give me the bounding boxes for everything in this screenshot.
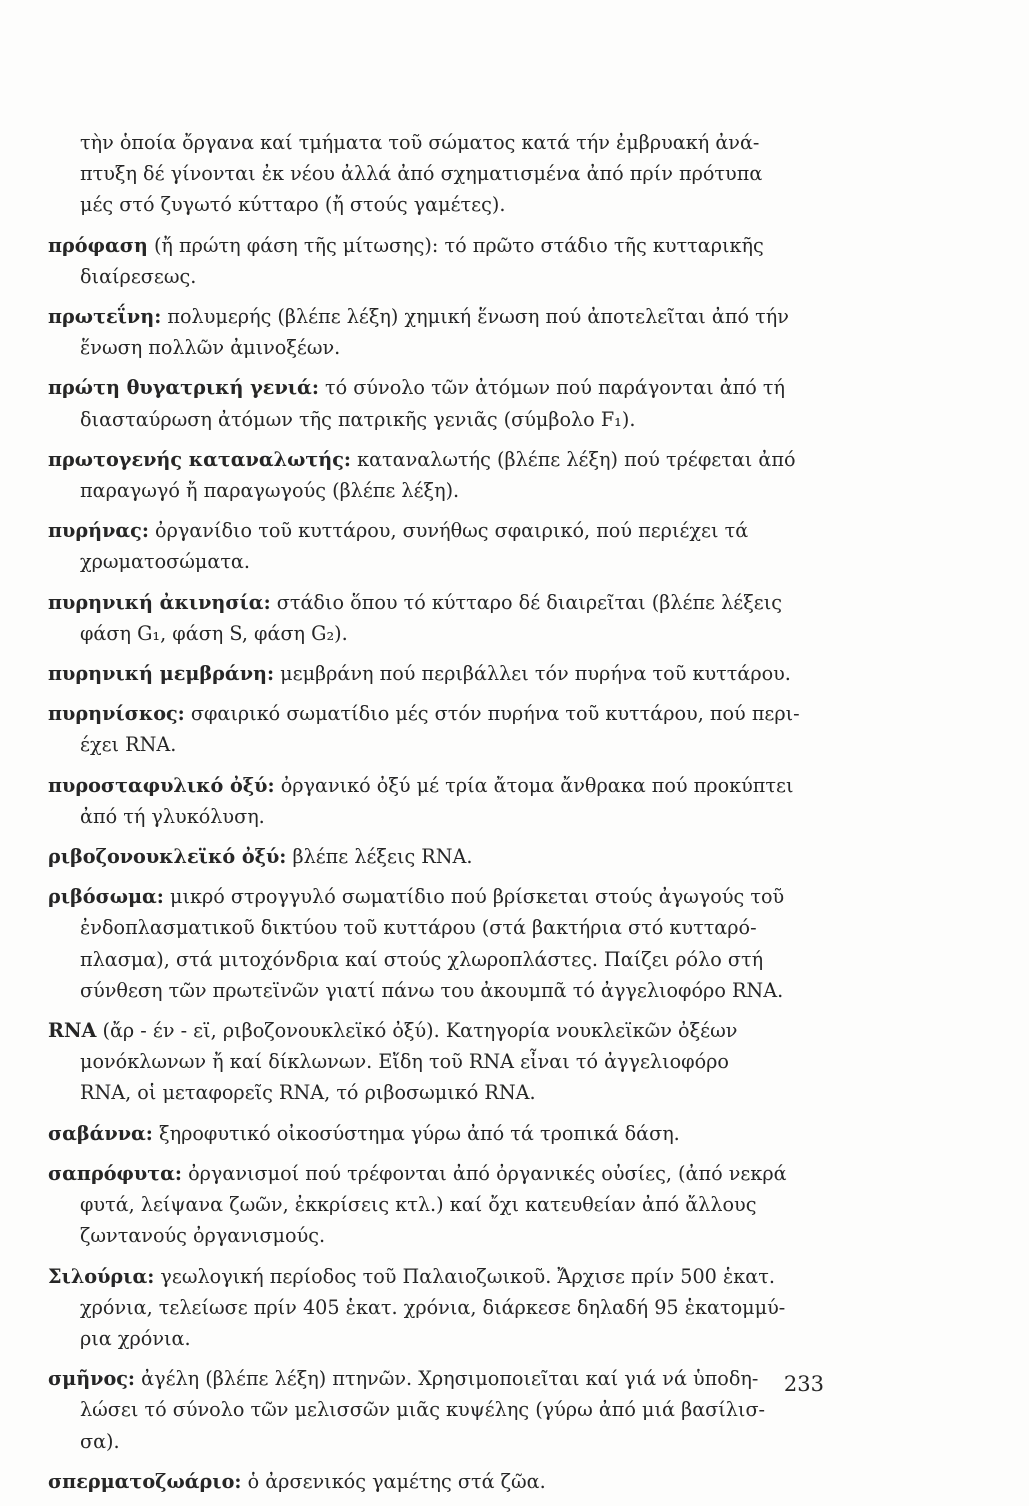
entry-line [48, 515, 826, 546]
entry-line [48, 1292, 826, 1323]
entry-term: ριβοζονουκλεϊκό ὀξύ: [48, 845, 287, 869]
entry-line [48, 975, 826, 1006]
glossary-entry [48, 770, 826, 832]
entry-term: πρωτογενής καταναλωτής: [48, 447, 351, 471]
entry-definition: ξηροφυτικό οἰκοσύστημα γύρω ἀπό τά τροπικά δάση. [159, 1121, 680, 1145]
glossary-entry [48, 587, 826, 649]
entry-line [48, 1394, 826, 1425]
entry-definition: πλασμα), στά μιτοχόνδρια καί στούς χλωροπλάστες. Παίζει ρόλο στή [80, 947, 764, 971]
entry-line [48, 729, 826, 760]
entry-line [48, 841, 826, 872]
entry-definition: χρωματοσώματα. [80, 550, 250, 574]
entry-definition: RNA, οἱ μεταφορεῖς RNA, τό ριβοσωμικό RNA. [80, 1081, 536, 1105]
entry-line [48, 1077, 826, 1108]
entry-line [48, 1015, 826, 1046]
glossary-entry [48, 301, 826, 363]
entry-line [48, 1466, 826, 1497]
entry-line [48, 881, 826, 912]
entry-line [48, 332, 826, 363]
entry-definition: διασταύρωση ἀτόμων τῆς πατρικῆς γενιᾶς (σύμβολο F₁). [80, 407, 636, 431]
entry-line [48, 1046, 826, 1077]
entry-definition: ὁ ἀρσενικός γαμέτης στά ζῶα. [247, 1469, 546, 1493]
entry-definition: (ἤ πρώτη φάση τῆς μίτωσης): τό πρῶτο στάδιο τῆς κυτταρικῆς [153, 233, 764, 257]
entry-definition: ἀγέλη (βλέπε λέξη) πτηνῶν. Χρησιμοποιεῖται καί γιά νά ὑποδη- [141, 1367, 759, 1391]
entry-definition: ἕνωση πολλῶν ἀμινοξέων. [80, 336, 341, 360]
entry-term: πυρηνική μεμβράνη: [48, 662, 275, 686]
entry-term: πρώτη θυγατρική γενιά: [48, 376, 319, 400]
continuation-paragraph [48, 127, 826, 221]
entry-line [48, 801, 826, 832]
entry-line [48, 1118, 826, 1149]
entry-definition: (ἄρ - έν - εϊ, ριβοζονουκλεϊκό ὀξύ). Κατηγορία νουκλεϊκῶν ὀξέων [102, 1019, 738, 1043]
entry-definition: μικρό στρογγυλό σωματίδιο πού βρίσκεται στούς ἀγωγούς τοῦ [170, 885, 785, 909]
entry-term: πυρήνας: [48, 519, 149, 543]
glossary-entry [48, 1158, 826, 1252]
entry-line [48, 587, 826, 618]
entry-line [48, 1189, 826, 1220]
entry-term: RNA [48, 1019, 97, 1043]
entry-definition: φυτά, λείψανα ζωῶν, ἐκκρίσεις κτλ.) καί ὄχι κατευθείαν ἀπό ἄλλους [80, 1193, 757, 1217]
entry-line [48, 546, 826, 577]
glossary-entry [48, 698, 826, 760]
entry-line [48, 475, 826, 506]
entry-term: σαπρόφυτα: [48, 1161, 182, 1185]
entry-line [48, 618, 826, 649]
entry-line [48, 1426, 826, 1457]
glossary-entry [48, 1466, 826, 1497]
entry-definition: ὀργανισμοί πού τρέφονται ἀπό ὀργανικές οὐσίες, (ἀπό νεκρά [188, 1161, 787, 1185]
entry-line [48, 912, 826, 943]
entry-definition: έχει RNA. [80, 733, 177, 757]
entry-definition: ζωντανούς ὀργανισμούς. [80, 1224, 326, 1248]
entry-definition: φάση G₁, φάση S, φάση G₂). [80, 621, 348, 645]
continuation-line: πτυξη δέ γίνονται ἐκ νέου ἀλλά ἀπό σχηματισμένα ἀπό πρίν πρότυπα [80, 162, 763, 186]
page-number: 233 [783, 1372, 824, 1396]
entry-definition: σα). [80, 1429, 120, 1453]
entry-definition: σφαιρικό σωματίδιο μές στόν πυρήνα τοῦ κυττάρου, πού περι- [190, 702, 800, 726]
continuation-line: μές στό ζυγωτό κύτταρο (ἤ στούς γαμέτες). [80, 193, 506, 217]
entry-definition: λώσει τό σύνολο τῶν μελισσῶν μιᾶς κυψέλης (γύρω ἀπό μιά βασίλισ- [80, 1398, 766, 1422]
entry-term: πυρηνίσκος: [48, 702, 185, 726]
entry-line [48, 1363, 826, 1394]
entry-definition: μονόκλωνων ἤ καί δίκλωνων. Εἴδη τοῦ RNA εἶναι τό ἀγγελιοφόρο [80, 1050, 729, 1074]
entry-line [48, 261, 826, 292]
entry-term: σαβάννα: [48, 1121, 153, 1145]
entry-line [48, 944, 826, 975]
glossary-entry [48, 372, 826, 434]
entry-definition: τό σύνολο τῶν ἀτόμων πού παράγονται ἀπό τή [325, 376, 786, 400]
continuation-line: τὴν ὁποία ὄργανα καί τμήματα τοῦ σώματος κατά τήν ἐμβρυακή ἀνά- [80, 131, 760, 154]
glossary-entry [48, 1118, 826, 1149]
glossary-entry [48, 1363, 826, 1457]
entry-line [48, 1220, 826, 1251]
entry-definition: παραγωγό ἤ παραγωγούς (βλέπε λέξη). [80, 479, 460, 503]
entry-line [48, 698, 826, 729]
glossary-entry [48, 444, 826, 506]
entry-definition: καταναλωτής (βλέπε λέξη) πού τρέφεται ἀπό [357, 447, 796, 471]
entry-line [48, 301, 826, 332]
entry-definition: ὀργανίδιο τοῦ κυττάρου, συνήθως σφαιρικό, πού περιέχει τά [155, 519, 749, 543]
entry-definition: διαίρεσεως. [80, 264, 197, 288]
entry-definition: πολυμερής (βλέπε λέξη) χημική ἕνωση πού ἀποτελεῖται ἀπό τήν [167, 305, 789, 329]
entry-definition: στάδιο ὅπου τό κύτταρο δέ διαιρεῖται (βλέπε λέξεις [276, 590, 782, 614]
entry-line [48, 658, 826, 689]
glossary-entry [48, 1015, 826, 1109]
entry-line [48, 444, 826, 475]
entry-term: σπερματοζωάριο: [48, 1469, 242, 1493]
glossary-text [48, 127, 826, 1506]
entry-term: πυρηνική ἀκινησία: [48, 590, 271, 614]
entry-definition: γεωλογική περίοδος τοῦ Παλαιοζωικοῦ. Ἄρχισε πρίν 500 ἑκατ. [160, 1264, 775, 1288]
entry-line [48, 230, 826, 261]
entry-term: σμῆνος: [48, 1367, 136, 1391]
entry-term: πυροσταφυλικό ὀξύ: [48, 773, 275, 797]
entry-definition: ρια χρόνια. [80, 1326, 191, 1350]
entry-definition: βλέπε λέξεις RNA. [292, 845, 473, 869]
glossary-entry [48, 841, 826, 872]
glossary-entry [48, 515, 826, 577]
entry-line [48, 1158, 826, 1189]
entry-term: πρωτεΐνη: [48, 305, 162, 329]
entry-definition: σύνθεση τῶν πρωτεϊνῶν γιατί πάνω του ἀκουμπᾶ τό ἀγγελιοφόρο RNA. [80, 978, 784, 1002]
entry-definition: ὀργανικό ὀξύ μέ τρία ἄτομα ἄνθρακα πού προκύπτει [280, 773, 794, 797]
entry-line [48, 372, 826, 403]
entry-definition: ἀπό τή γλυκόλυση. [80, 804, 265, 828]
entry-line [48, 1261, 826, 1292]
entry-definition: ἐνδοπλασματικοῦ δικτύου τοῦ κυττάρου (στά βακτήρια στό κυτταρό- [80, 916, 757, 940]
entry-definition: μεμβράνη πού περιβάλλει τόν πυρήνα τοῦ κυττάρου. [280, 662, 791, 686]
glossary-entry [48, 658, 826, 689]
entry-term: ριβόσωμα: [48, 885, 164, 909]
glossary-entry [48, 230, 826, 292]
glossary-entries [48, 230, 826, 1497]
entry-term: Σιλούρια: [48, 1264, 155, 1288]
entry-line [48, 770, 826, 801]
entry-term: πρόφαση [48, 233, 148, 257]
entry-line [48, 404, 826, 435]
glossary-entry [48, 1261, 826, 1355]
glossary-entry [48, 881, 826, 1006]
entry-definition: χρόνια, τελείωσε πρίν 405 ἑκατ. χρόνια, διάρκεσε δηλαδή 95 ἑκατομμύ- [80, 1295, 786, 1319]
entry-line [48, 1323, 826, 1354]
